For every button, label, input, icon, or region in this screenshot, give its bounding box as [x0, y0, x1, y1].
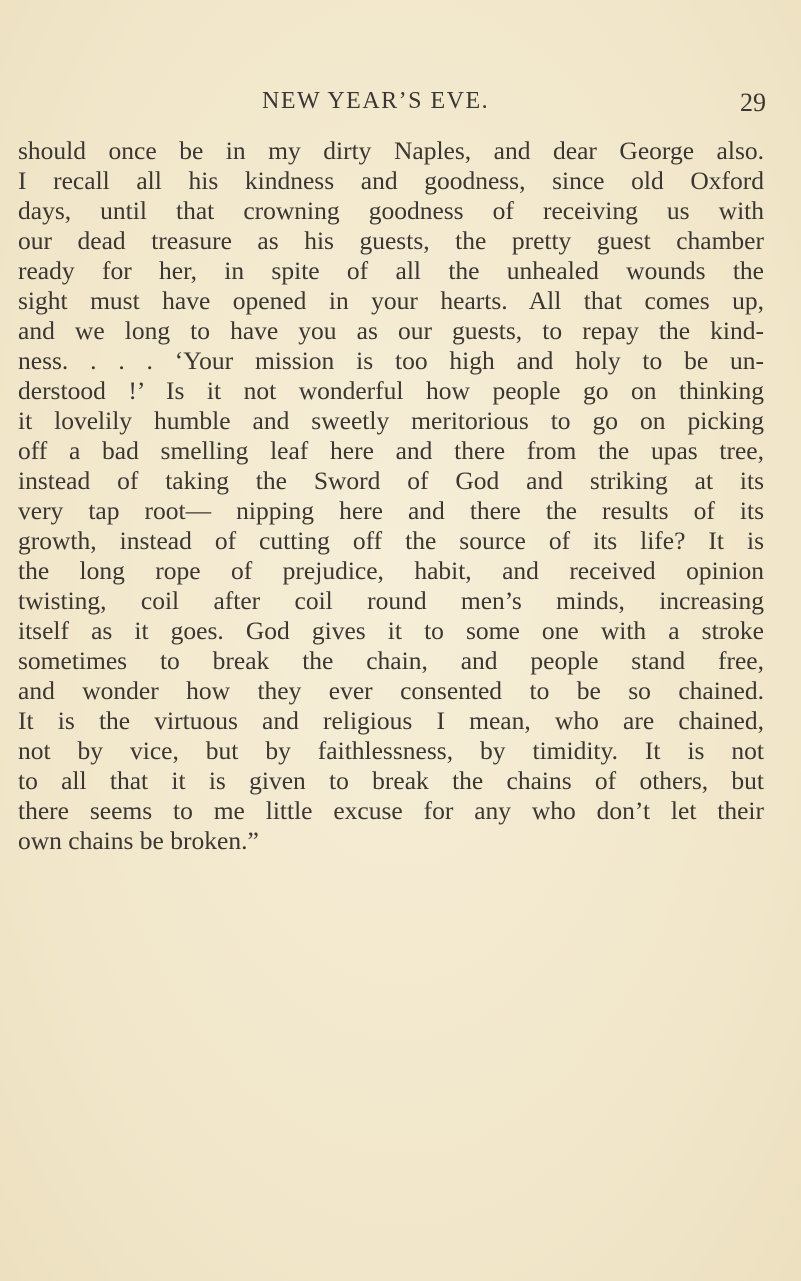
text-line: off a bad smelling leaf here and there from the upas tree,: [18, 436, 764, 465]
text-line: should once be in my dirty Naples, and dear George also.: [18, 136, 764, 165]
text-line: itself as it goes. God gives it to some one with a stroke: [18, 616, 764, 645]
text-line: ready for her, in spite of all the unhealed wounds the: [18, 256, 764, 285]
text-line: sight must have opened in your hearts. All that comes up,: [18, 286, 764, 315]
text-line: days, until that crowning goodness of receiving us with: [18, 196, 764, 225]
text-line: growth, instead of cutting off the source of its life? It is: [18, 526, 764, 555]
text-line: ness. . . . ‘Your mission is too high and holy to be un-: [18, 346, 764, 375]
text-line: the long rope of prejudice, habit, and received opinion: [18, 556, 764, 585]
text-line: there seems to me little excuse for any who don’t let their: [18, 796, 764, 825]
text-line: and wonder how they ever consented to be so chained.: [18, 676, 764, 705]
running-head: [0, 88, 801, 128]
text-line: own chains be broken.”: [18, 826, 259, 855]
text-line: and we long to have you as our guests, to repay the kind-: [18, 316, 764, 345]
text-line: sometimes to break the chain, and people stand free,: [18, 646, 764, 675]
text-line: instead of taking the Sword of God and striking at its: [18, 466, 764, 495]
text-line: it lovelily humble and sweetly meritorious to go on picking: [18, 406, 764, 435]
text-line: very tap root— nipping here and there the results of its: [18, 496, 764, 525]
text-line: derstood !’ Is it not wonderful how people go on thinking: [18, 376, 764, 405]
text-line: to all that it is given to break the chains of others, but: [18, 766, 764, 795]
running-title: NEW YEAR’S EVE.: [262, 88, 490, 114]
page-number: 29: [740, 88, 766, 117]
text-line: twisting, coil after coil round men’s minds, increasing: [18, 586, 764, 615]
text-line: It is the virtuous and religious I mean, who are chained,: [18, 706, 764, 735]
text-line: not by vice, but by faithlessness, by timidity. It is not: [18, 736, 764, 765]
text-line: our dead treasure as his guests, the pretty guest chamber: [18, 226, 764, 255]
text-line: I recall all his kindness and goodness, since old Oxford: [18, 166, 764, 195]
